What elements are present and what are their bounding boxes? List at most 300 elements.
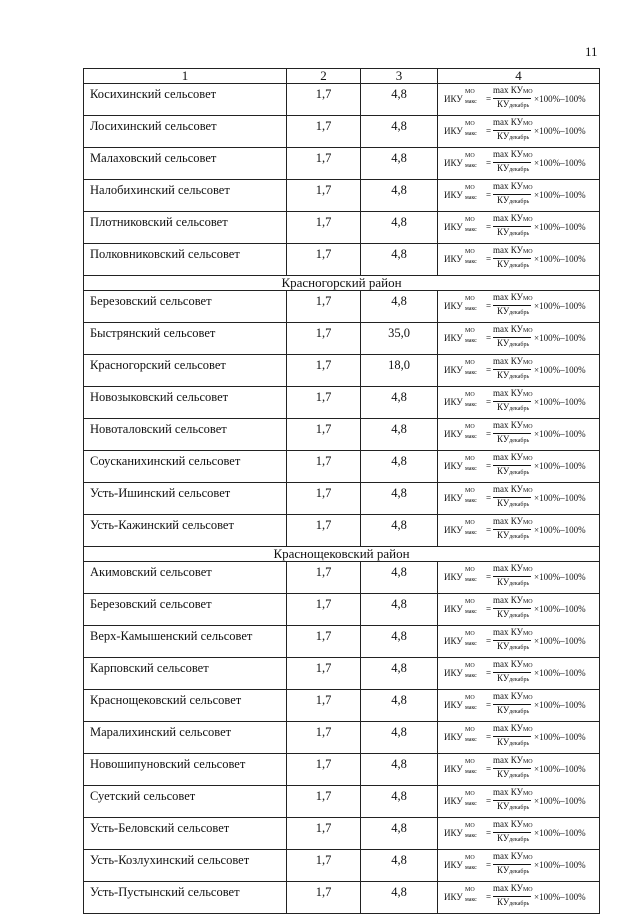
formula-lhs [444,153,477,169]
formula-tail: ×100%–100% [534,94,586,104]
formula-lhs-sub: макс [465,227,477,233]
formula-lhs-sup: МО [465,887,475,893]
formula-tail: ×100%–100% [534,301,586,311]
formula-tail: ×100%–100% [534,333,586,343]
column-2-value: 1,7 [287,84,361,116]
formula-den-sub: декабрь [509,502,530,508]
formula-lhs-text: ИКУ [444,429,463,439]
column-3-value: 4,8 [361,387,438,419]
formula-numerator [493,181,531,191]
formula [444,517,594,543]
formula-lhs [444,360,477,376]
formula-numerator [493,292,531,302]
column-3-value: 4,8 [361,786,438,818]
region-row [84,547,600,562]
column-3-value: 4,8 [361,116,438,148]
formula-den-text: КУ [497,609,510,619]
formula-den-sub: декабрь [509,645,530,651]
header-cell-4: 4 [438,69,600,84]
column-3-value: 4,8 [361,658,438,690]
municipality-name: Малаховский сельсовет [84,148,287,180]
column-2-value: 1,7 [287,515,361,547]
formula-num-sup: МО [522,631,533,637]
formula [444,453,594,479]
column-2-value: 1,7 [287,562,361,594]
formula-numerator [493,755,531,765]
tariff-table [83,68,600,914]
formula-numerator [493,117,531,127]
formula [444,660,594,686]
formula-lhs [444,249,477,265]
formula-num-sup: МО [522,599,533,605]
formula-denominator [497,338,529,348]
formula-den-text: КУ [497,259,510,269]
municipality-name: Суетский сельсовет [84,786,287,818]
formula-equals: = [486,429,492,439]
formula-den-text: КУ [497,370,510,380]
formula-tail: ×100%–100% [534,158,586,168]
formula-lhs-sup: МО [465,89,475,95]
table-row [84,786,600,818]
formula-num-text: max КУ [493,659,523,669]
formula-lhs [444,791,477,807]
formula-den-text: КУ [497,641,510,651]
formula-den-sub: декабрь [509,342,530,348]
formula-denominator [497,673,529,683]
formula-lhs-sup: МО [465,328,475,334]
formula-numerator [493,356,531,366]
formula-den-text: КУ [497,673,510,683]
table-row [84,419,600,451]
table-row [84,690,600,722]
formula-lhs-sup: МО [465,153,475,159]
formula-lhs-text: ИКУ [444,333,463,343]
formula-den-sub: декабрь [509,901,530,907]
municipality-name: Новошипуновский сельсовет [84,754,287,786]
formula-lhs-sub: макс [465,801,477,807]
formula-lhs-sub: макс [465,737,477,743]
municipality-name: Усть-Беловский сельсовет [84,818,287,850]
header-cell-1: 1 [84,69,287,84]
formula-den-sub: декабрь [509,677,530,683]
formula-num-text: max КУ [493,627,523,637]
formula-lhs-sup: МО [465,567,475,573]
formula-lhs [444,663,477,679]
formula-equals: = [486,860,492,870]
formula-lhs-sup: МО [465,791,475,797]
formula-lhs [444,631,477,647]
municipality-name: Карповский сельсовет [84,658,287,690]
formula-lhs-sup: МО [465,520,475,526]
formula-numerator [493,595,531,605]
formula-numerator [493,420,531,430]
column-3-value: 4,8 [361,515,438,547]
formula-lhs [444,567,477,583]
municipality-name: Красногорский сельсовет [84,355,287,387]
header-cell-2: 2 [287,69,361,84]
formula-lhs-text: ИКУ [444,860,463,870]
formula-num-sup: МО [522,360,533,366]
column-2-value: 1,7 [287,690,361,722]
formula-denominator [497,466,529,476]
formula-num-text: max КУ [493,452,523,462]
formula-denominator [497,897,529,907]
formula-numerator [493,245,531,255]
table-row [84,355,600,387]
formula-cell [438,594,600,626]
table-row [84,882,600,914]
formula-den-sub: декабрь [509,406,530,412]
formula-den-text: КУ [497,498,510,508]
formula-lhs-text: ИКУ [444,892,463,902]
formula-numerator [493,516,531,526]
formula-num-sup: МО [522,663,533,669]
column-2-value: 1,7 [287,594,361,626]
municipality-name: Соусканихинский сельсовет [84,451,287,483]
formula-num-sup: МО [522,185,533,191]
formula-num-sup: МО [522,392,533,398]
formula-lhs-text: ИКУ [444,525,463,535]
column-2-value: 1,7 [287,786,361,818]
formula-den-text: КУ [497,402,510,412]
formula-cell [438,180,600,212]
region-row [84,276,600,291]
formula [444,421,594,447]
formula-cell [438,658,600,690]
region-title: Красногорский район [84,276,600,291]
formula [444,820,594,846]
table-body [84,69,600,914]
formula-lhs [444,296,477,312]
formula-lhs-text: ИКУ [444,493,463,503]
formula-equals: = [486,828,492,838]
formula-equals: = [486,222,492,232]
formula-den-text: КУ [497,577,510,587]
formula-equals: = [486,700,492,710]
formula-den-text: КУ [497,737,510,747]
formula-lhs-text: ИКУ [444,365,463,375]
formula-lhs-sup: МО [465,599,475,605]
formula-cell [438,116,600,148]
formula-lhs-sup: МО [465,424,475,430]
formula-lhs-text: ИКУ [444,190,463,200]
formula-lhs-sup: МО [465,360,475,366]
formula-tail: ×100%–100% [534,222,586,232]
formula-num-text: max КУ [493,213,523,223]
formula [444,692,594,718]
formula-cell [438,882,600,914]
formula-lhs-sub: макс [465,577,477,583]
formula [444,214,594,240]
formula-lhs [444,185,477,201]
column-3-value: 4,8 [361,626,438,658]
formula-lhs-text: ИКУ [444,828,463,838]
formula-denominator [497,402,529,412]
column-2-value: 1,7 [287,451,361,483]
municipality-name: Усть-Ишинский сельсовет [84,483,287,515]
formula-den-text: КУ [497,195,510,205]
formula-lhs-text: ИКУ [444,796,463,806]
formula-numerator [493,723,531,733]
formula-lhs-sup: МО [465,727,475,733]
formula-equals: = [486,333,492,343]
formula-denominator [497,833,529,843]
formula-tail: ×100%–100% [534,190,586,200]
column-2-value: 1,7 [287,148,361,180]
table-row [84,323,600,355]
formula-lhs-sup: МО [465,121,475,127]
formula-num-sup: МО [522,727,533,733]
formula-cell [438,722,600,754]
formula [444,150,594,176]
formula-tail: ×100%–100% [534,732,586,742]
formula-den-sub: декабрь [509,869,530,875]
municipality-name: Березовский сельсовет [84,291,287,323]
formula [444,596,594,622]
formula-den-sub: декабрь [509,709,530,715]
formula-lhs-sup: МО [465,249,475,255]
formula-num-text: max КУ [493,85,523,95]
column-2-value: 1,7 [287,355,361,387]
formula [444,564,594,590]
formula-num-sup: МО [522,520,533,526]
formula-tail: ×100%–100% [534,636,586,646]
formula-den-text: КУ [497,865,510,875]
table-row [84,754,600,786]
formula-cell [438,515,600,547]
formula-den-sub: декабрь [509,103,530,109]
formula-den-sub: декабрь [509,231,530,237]
column-2-value: 1,7 [287,483,361,515]
formula-numerator [493,563,531,573]
formula-denominator [497,259,529,269]
formula-num-sup: МО [522,759,533,765]
formula-equals: = [486,190,492,200]
formula-num-text: max КУ [493,755,523,765]
table-row [84,212,600,244]
formula-lhs-sub: макс [465,609,477,615]
formula-num-sup: МО [522,887,533,893]
formula-numerator [493,484,531,494]
formula-lhs [444,823,477,839]
formula-lhs-sub: макс [465,769,477,775]
formula-tail: ×100%–100% [534,429,586,439]
formula-lhs-sub: макс [465,530,477,536]
formula-cell [438,355,600,387]
formula-lhs-text: ИКУ [444,732,463,742]
formula-lhs-sub: макс [465,402,477,408]
formula-cell [438,291,600,323]
formula-lhs-sup: МО [465,855,475,861]
formula-den-sub: декабрь [509,470,530,476]
region-title: Краснощековский район [84,547,600,562]
formula [444,357,594,383]
formula-equals: = [486,301,492,311]
table-row [84,291,600,323]
formula-numerator [493,691,531,701]
formula-denominator [497,498,529,508]
formula-num-sup: МО [522,424,533,430]
formula-num-sup: МО [522,567,533,573]
municipality-name: Полковниковский сельсовет [84,244,287,276]
formula-tail: ×100%–100% [534,572,586,582]
formula-den-text: КУ [497,833,510,843]
formula [444,852,594,878]
formula-equals: = [486,126,492,136]
formula-den-sub: декабрь [509,263,530,269]
table-row [84,244,600,276]
formula [444,884,594,910]
formula-cell [438,690,600,722]
column-3-value: 4,8 [361,722,438,754]
formula-tail: ×100%–100% [534,892,586,902]
formula-numerator [493,851,531,861]
formula-numerator [493,324,531,334]
formula-lhs-sub: макс [465,466,477,472]
formula-equals: = [486,796,492,806]
formula-num-sup: МО [522,855,533,861]
table-row [84,451,600,483]
formula-tail: ×100%–100% [534,126,586,136]
formula-lhs-sub: макс [465,641,477,647]
formula-num-text: max КУ [493,149,523,159]
formula-equals: = [486,572,492,582]
formula-denominator [497,577,529,587]
formula-num-sup: МО [522,791,533,797]
formula-den-sub: декабрь [509,310,530,316]
formula-den-text: КУ [497,897,510,907]
formula-equals: = [486,764,492,774]
municipality-name: Усть-Пустынский сельсовет [84,882,287,914]
column-3-value: 4,8 [361,244,438,276]
formula-tail: ×100%–100% [534,525,586,535]
formula-num-sup: МО [522,296,533,302]
formula-tail: ×100%–100% [534,604,586,614]
table-row [84,594,600,626]
column-3-value: 4,8 [361,212,438,244]
formula-num-sup: МО [522,328,533,334]
formula-lhs-sub: макс [465,99,477,105]
formula-equals: = [486,732,492,742]
column-2-value: 1,7 [287,180,361,212]
column-3-value: 4,8 [361,594,438,626]
formula-num-sup: МО [522,488,533,494]
formula-lhs-sub: макс [465,673,477,679]
formula-lhs-sub: макс [465,131,477,137]
column-2-value: 1,7 [287,291,361,323]
formula-denominator [497,641,529,651]
column-2-value: 1,7 [287,882,361,914]
formula-num-text: max КУ [493,595,523,605]
formula-lhs [444,887,477,903]
formula-lhs-sup: МО [465,488,475,494]
formula-denominator [497,801,529,811]
formula-num-text: max КУ [493,516,523,526]
formula-tail: ×100%–100% [534,493,586,503]
municipality-name: Усть-Кажинский сельсовет [84,515,287,547]
formula-num-sup: МО [522,695,533,701]
formula-cell [438,84,600,116]
formula-lhs-sub: макс [465,338,477,344]
municipality-name: Быстрянский сельсовет [84,323,287,355]
formula-num-text: max КУ [493,787,523,797]
formula-denominator [497,99,529,109]
formula-den-sub: декабрь [509,374,530,380]
formula-num-sup: МО [522,89,533,95]
formula-den-sub: декабрь [509,167,530,173]
column-3-value: 4,8 [361,818,438,850]
formula-lhs-sub: макс [465,498,477,504]
formula-num-text: max КУ [493,691,523,701]
formula-num-text: max КУ [493,851,523,861]
formula-den-text: КУ [497,434,510,444]
formula-tail: ×100%–100% [534,461,586,471]
formula-denominator [497,705,529,715]
table-row [84,387,600,419]
formula-lhs-sub: макс [465,705,477,711]
column-2-value: 1,7 [287,850,361,882]
formula-tail: ×100%–100% [534,254,586,264]
formula-lhs-text: ИКУ [444,604,463,614]
column-2-value: 1,7 [287,658,361,690]
column-3-value: 4,8 [361,850,438,882]
column-2-value: 1,7 [287,818,361,850]
formula-numerator [493,883,531,893]
formula-num-sup: МО [522,249,533,255]
formula-equals: = [486,158,492,168]
municipality-name: Лосихинский сельсовет [84,116,287,148]
formula-numerator [493,627,531,637]
formula-numerator [493,787,531,797]
formula-lhs-sup: МО [465,631,475,637]
formula-lhs-sub: макс [465,370,477,376]
column-2-value: 1,7 [287,323,361,355]
formula [444,86,594,112]
municipality-name: Маралихинский сельсовет [84,722,287,754]
formula-cell [438,818,600,850]
formula-lhs [444,121,477,137]
formula-cell [438,786,600,818]
formula [444,724,594,750]
formula-lhs-sup: МО [465,823,475,829]
table-row [84,722,600,754]
formula-tail: ×100%–100% [534,796,586,806]
formula-numerator [493,85,531,95]
formula-den-text: КУ [497,227,510,237]
table-row [84,84,600,116]
formula-equals: = [486,94,492,104]
formula-lhs-sup: МО [465,392,475,398]
column-2-value: 1,7 [287,722,361,754]
municipality-name: Налобихинский сельсовет [84,180,287,212]
formula-lhs [444,695,477,711]
formula-equals: = [486,397,492,407]
formula-lhs [444,456,477,472]
formula-lhs-sub: макс [465,897,477,903]
formula [444,389,594,415]
formula-numerator [493,388,531,398]
formula-cell [438,244,600,276]
formula-num-text: max КУ [493,117,523,127]
column-3-value: 4,8 [361,483,438,515]
formula-numerator [493,452,531,462]
formula-lhs-sup: МО [465,296,475,302]
column-2-value: 1,7 [287,116,361,148]
formula-num-text: max КУ [493,292,523,302]
formula-cell [438,387,600,419]
formula-lhs-text: ИКУ [444,301,463,311]
formula-equals: = [486,461,492,471]
